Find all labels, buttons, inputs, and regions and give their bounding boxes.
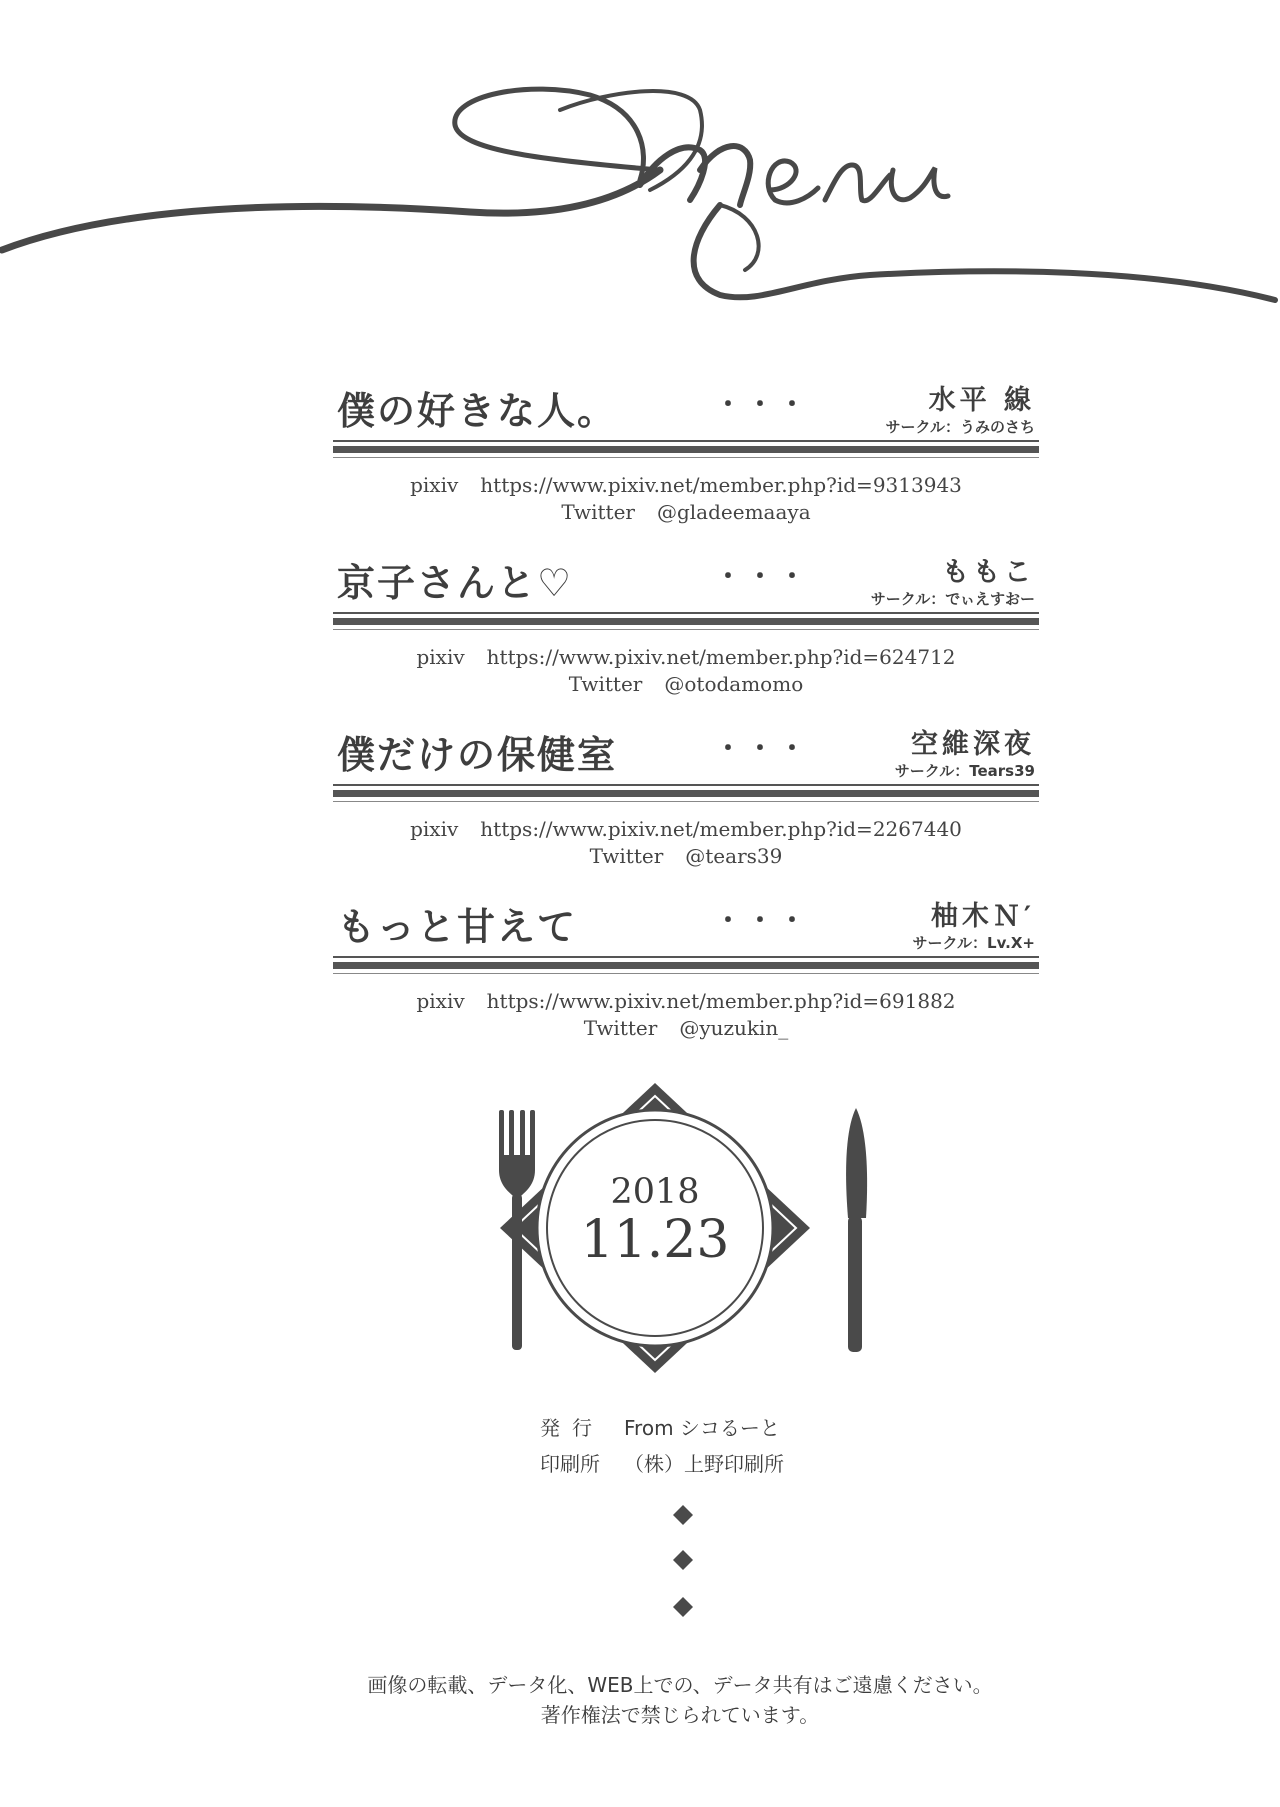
menu-entry bbox=[333, 724, 1039, 884]
twitter-handle[interactable]: @tears39 bbox=[685, 844, 783, 868]
divider bbox=[333, 629, 1039, 630]
printer-label: 印刷所 bbox=[540, 1452, 600, 1476]
entry-circle: サークル：でぃえすおー bbox=[870, 590, 1035, 608]
entry-circle: サークル：Tears39 bbox=[894, 762, 1035, 780]
divider bbox=[333, 440, 1039, 442]
event-date: 11.23 bbox=[580, 1210, 730, 1270]
pixiv-label: pixiv bbox=[416, 645, 465, 669]
publisher-value: From シコるーと bbox=[624, 1416, 780, 1440]
pixiv-url[interactable]: https://www.pixiv.net/member.php?id=624712 bbox=[486, 645, 956, 669]
divider bbox=[333, 790, 1039, 797]
entry-links bbox=[333, 816, 1039, 870]
divider bbox=[333, 973, 1039, 974]
notice-line: 著作権法で禁じられています。 bbox=[540, 1703, 820, 1727]
menu-entry bbox=[333, 896, 1039, 1056]
twitter-label: Twitter bbox=[589, 844, 664, 868]
publisher-label: 発行 bbox=[540, 1416, 604, 1440]
knife-icon bbox=[836, 1108, 870, 1352]
pixiv-label: pixiv bbox=[410, 817, 459, 841]
entry-author: 柚木Ｎ′ bbox=[930, 901, 1035, 932]
printer-value: （株）上野印刷所 bbox=[624, 1452, 784, 1476]
divider bbox=[333, 962, 1039, 969]
divider bbox=[333, 784, 1039, 786]
divider bbox=[333, 446, 1039, 453]
menu-script-title bbox=[0, 0, 1280, 340]
twitter-handle[interactable]: @gladeemaaya bbox=[656, 500, 811, 524]
menu-header bbox=[0, 0, 1280, 340]
divider bbox=[333, 801, 1039, 802]
divider bbox=[333, 612, 1039, 614]
pixiv-url[interactable]: https://www.pixiv.net/member.php?id=2267440 bbox=[480, 817, 962, 841]
pixiv-url[interactable]: https://www.pixiv.net/member.php?id=9313943 bbox=[480, 473, 962, 497]
divider bbox=[333, 618, 1039, 625]
notice-line: 画像の転載、データ化、WEB上での、データ共有はご遠慮ください。 bbox=[367, 1673, 993, 1697]
entry-circle: サークル：うみのさち bbox=[885, 418, 1035, 436]
pixiv-label: pixiv bbox=[416, 989, 465, 1013]
event-year: 2018 bbox=[610, 1172, 700, 1212]
entry-dots: ・・・ bbox=[715, 390, 812, 420]
entry-title: 京子さんと♡ bbox=[337, 561, 574, 605]
divider bbox=[333, 956, 1039, 958]
entry-dots: ・・・ bbox=[715, 734, 812, 764]
entry-title: 僕だけの保健室 bbox=[337, 733, 618, 777]
diamond-divider bbox=[670, 1505, 696, 1625]
pixiv-label: pixiv bbox=[410, 473, 459, 497]
twitter-label: Twitter bbox=[568, 672, 643, 696]
colophon bbox=[540, 1410, 840, 1482]
entry-title: もっと甘えて bbox=[337, 905, 578, 949]
menu-entry bbox=[333, 380, 1039, 540]
entry-dots: ・・・ bbox=[715, 906, 812, 936]
entry-dots: ・・・ bbox=[715, 562, 812, 592]
entry-circle: サークル：Lv.X+ bbox=[912, 934, 1035, 952]
diamond-icon bbox=[673, 1505, 693, 1525]
entry-author: 水平 線 bbox=[928, 385, 1035, 416]
entry-links bbox=[333, 472, 1039, 526]
twitter-label: Twitter bbox=[561, 500, 635, 524]
twitter-handle[interactable]: @yuzukin_ bbox=[679, 1016, 789, 1040]
entry-links bbox=[333, 988, 1039, 1042]
diamond-icon bbox=[673, 1597, 693, 1617]
entry-author: 空維深夜 bbox=[911, 729, 1035, 760]
entry-links bbox=[333, 644, 1039, 698]
entry-author: ももこ bbox=[942, 557, 1035, 588]
divider bbox=[333, 457, 1039, 458]
copyright-notice bbox=[240, 1670, 1120, 1730]
diamond-icon bbox=[673, 1550, 693, 1570]
pixiv-url[interactable]: https://www.pixiv.net/member.php?id=691882 bbox=[486, 989, 956, 1013]
fork-icon bbox=[497, 1110, 537, 1350]
entry-title: 僕の好きな人。 bbox=[337, 389, 618, 433]
twitter-handle[interactable]: @otodamomo bbox=[664, 672, 804, 696]
twitter-label: Twitter bbox=[583, 1016, 658, 1040]
menu-entry bbox=[333, 552, 1039, 712]
